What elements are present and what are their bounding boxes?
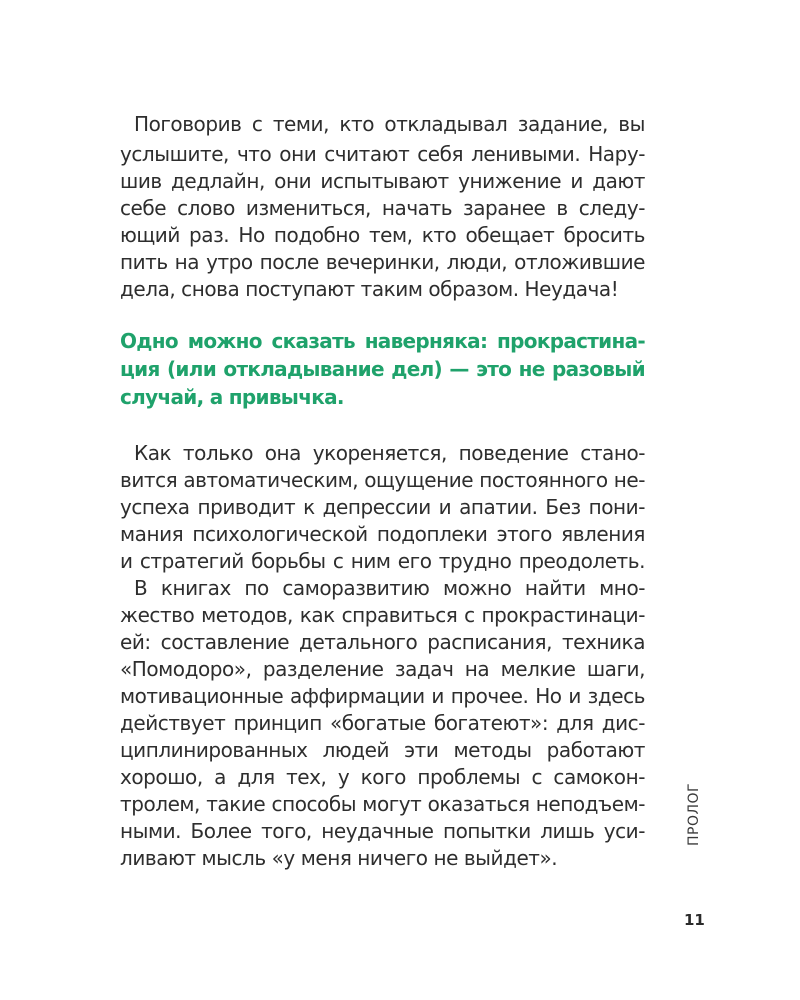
paragraph-3-line: тролем, такие способы могут оказаться неподъем- <box>120 792 645 816</box>
paragraph-3-line: В книгах по саморазвитию можно найти мно- <box>134 576 645 600</box>
paragraph-1-line: Поговорив с теми, кто откладывал задание, вы <box>134 112 645 136</box>
paragraph-3-line: хорошо, а для тех, у кого проблемы с самокон- <box>120 765 645 789</box>
running-head: ПРОЛОГ <box>686 782 702 846</box>
highlight-line: Одно можно сказать наверняка: прокрастина- <box>120 329 645 353</box>
paragraph-1-line: шив дедлайн, они испытывают унижение и дают <box>120 169 645 193</box>
paragraph-1-line: услышите, что они считают себя ленивыми. Нару- <box>120 142 645 166</box>
paragraph-3-line: циплинированных людей эти методы работают <box>120 738 645 762</box>
paragraph-2-line: успеха приводит к депрессии и апатии. Без пони- <box>120 495 645 519</box>
paragraph-3-line: «Помодоро», разделение задач на мелкие шаги, <box>120 657 645 681</box>
highlight-line: случай, а привычка. <box>120 385 344 409</box>
page-number: 11 <box>684 911 705 929</box>
paragraph-2-line: мания психологической подоплеки этого явления <box>120 522 645 546</box>
highlight-line: ция (или откладывание дел) — это не разовый <box>120 357 645 381</box>
paragraph-1-line: ющий раз. Но подобно тем, кто обещает бросить <box>120 223 645 247</box>
paragraph-1-line: себе слово измениться, начать заранее в следу- <box>120 196 645 220</box>
paragraph-3-line: жество методов, как справиться с прокрастинаци- <box>120 603 645 627</box>
paragraph-1-line: дела, снова поступают таким образом. Неудача! <box>120 277 619 301</box>
paragraph-3-line: ными. Более того, неудачные попытки лишь уси- <box>120 819 645 843</box>
paragraph-3-line: мотивационные аффирмации и прочее. Но и здесь <box>120 684 645 708</box>
paragraph-3-line: ей: составление детального расписания, техника <box>120 630 645 654</box>
paragraph-3-line: ливают мысль «у меня ничего не выйдет». <box>120 846 558 870</box>
paragraph-2-line: Как только она укореняется, поведение стано- <box>134 441 645 465</box>
paragraph-2-line: и стратегий борьбы с ним его трудно преодолеть. <box>120 549 645 573</box>
paragraph-2-line: вится автоматическим, ощущение постоянного не- <box>120 468 645 492</box>
paragraph-3-line: действует принцип «богатые богатеют»: для дис- <box>120 711 645 735</box>
paragraph-1-line: пить на утро после вечеринки, люди, отложившие <box>120 250 645 274</box>
